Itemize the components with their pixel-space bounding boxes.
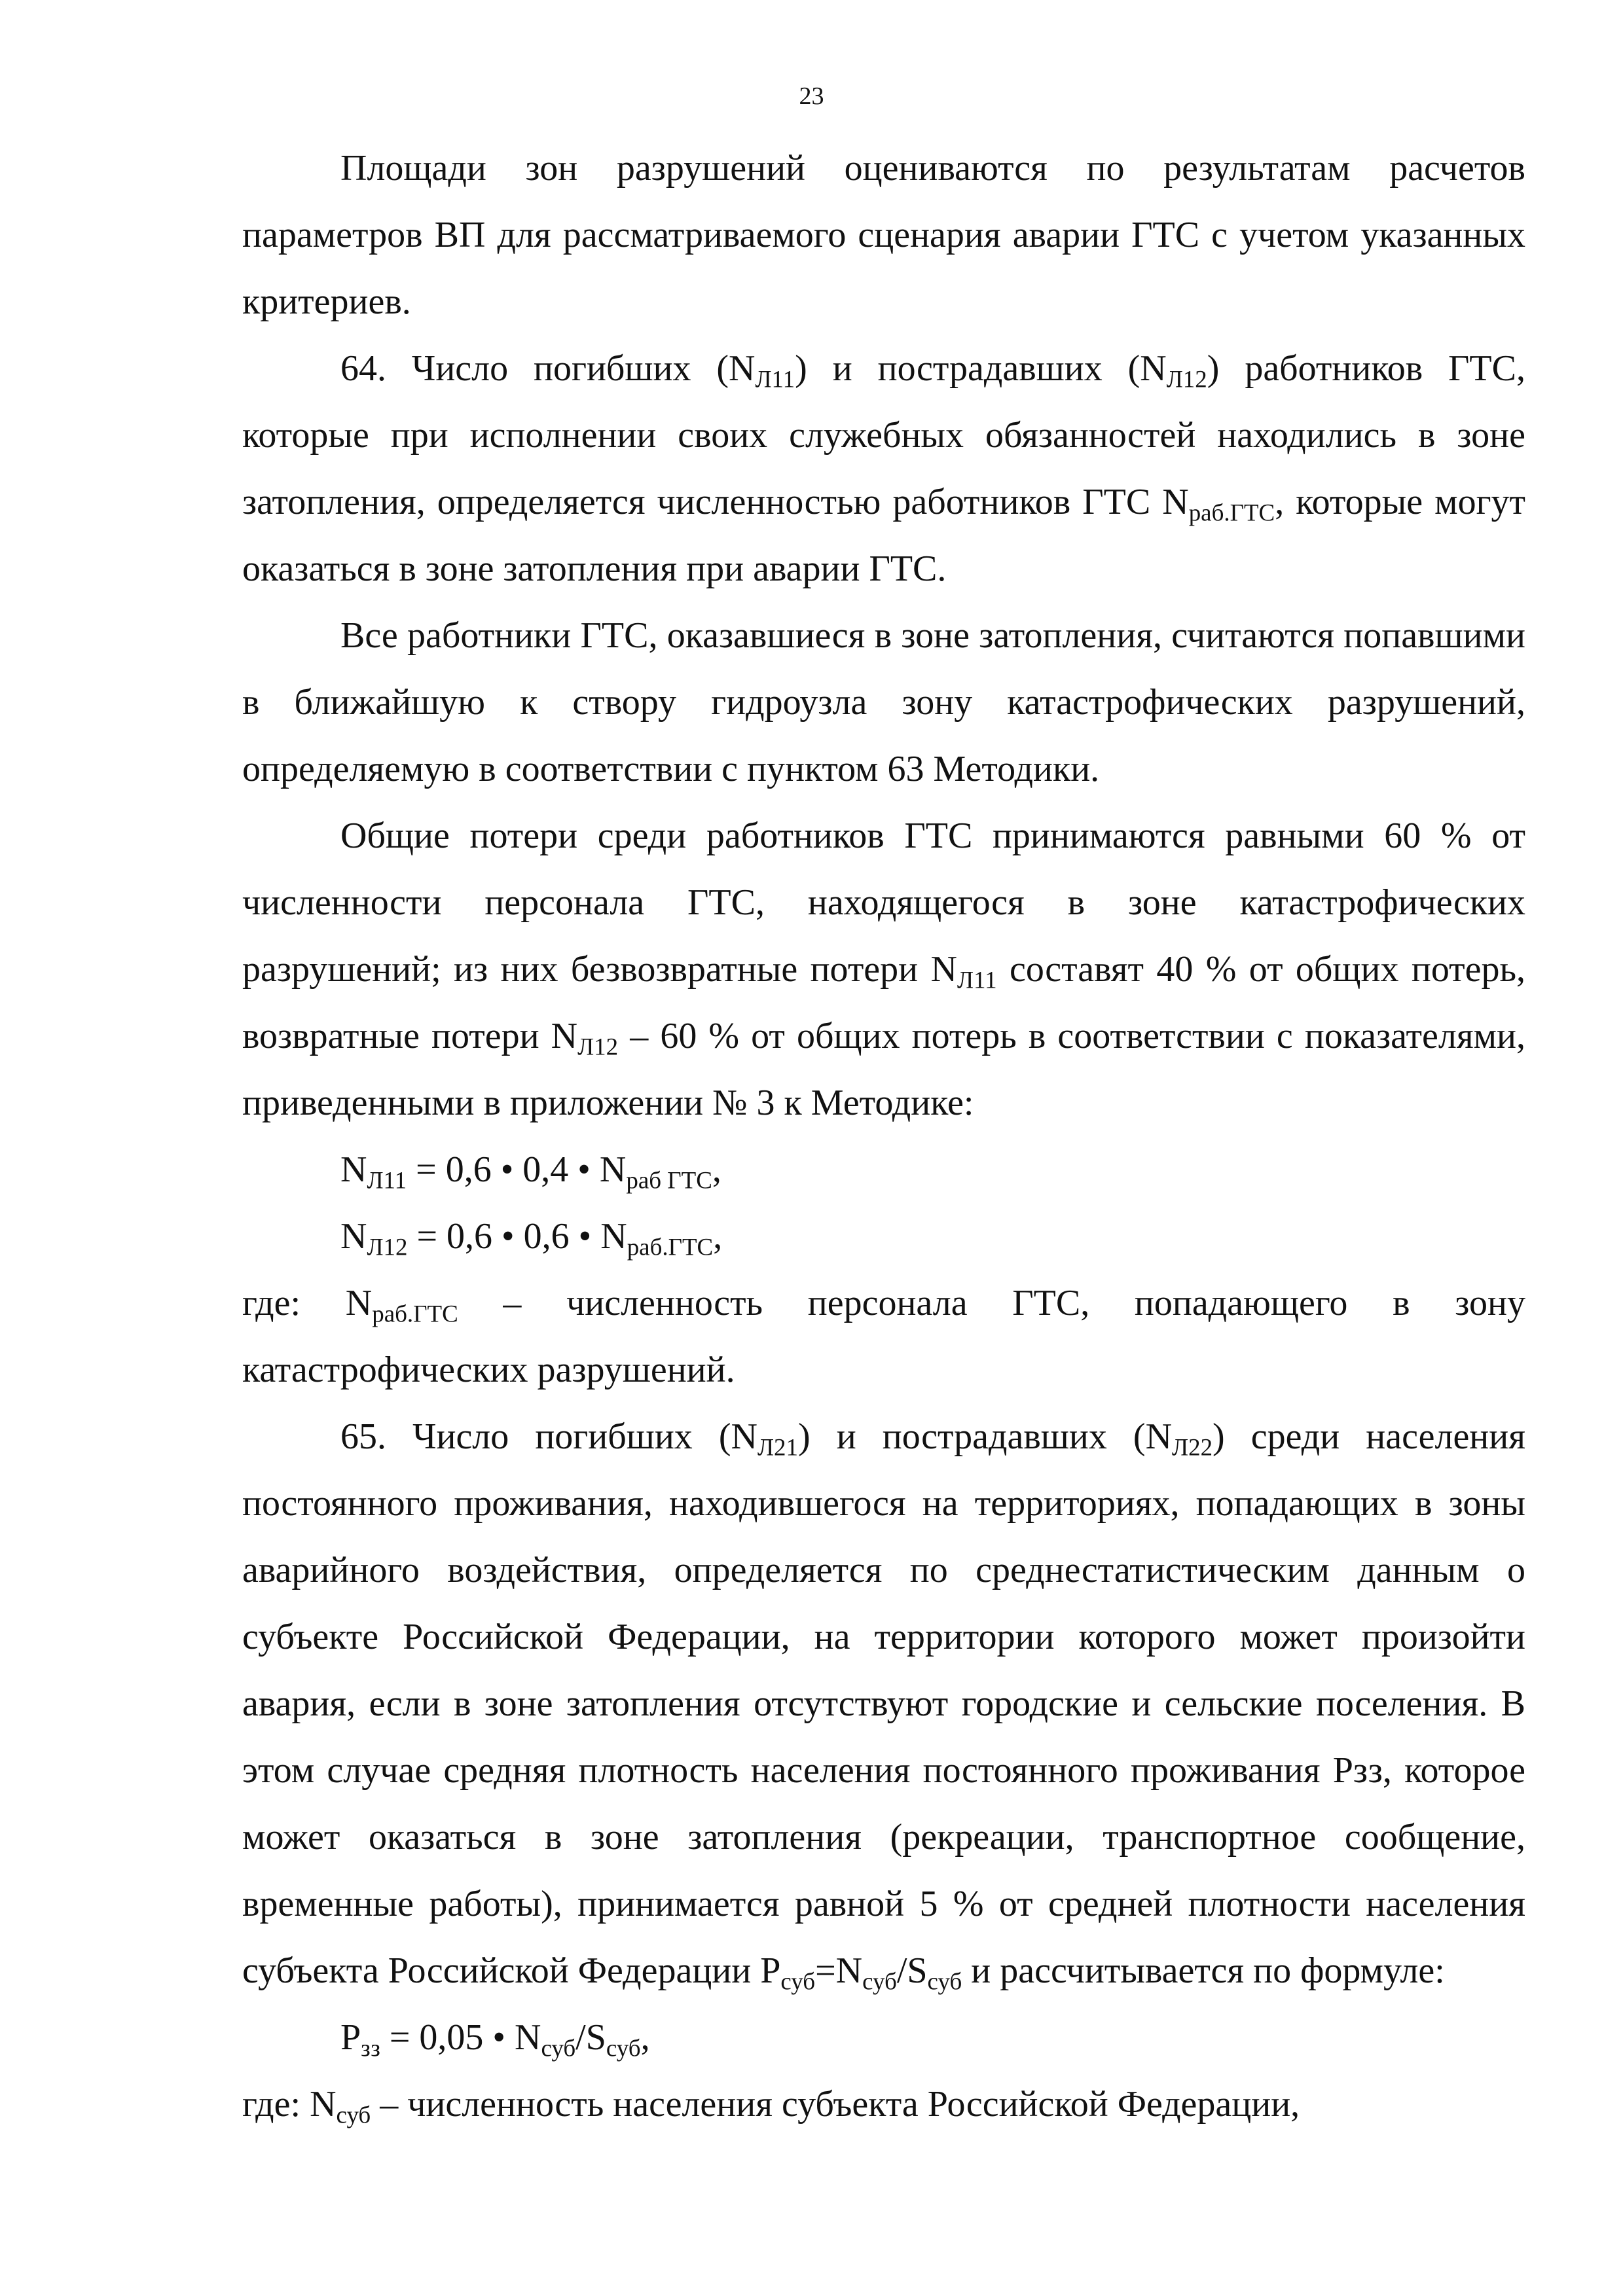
page-number: 23 xyxy=(799,82,824,110)
paragraph-64: 64. Число погибших $(N_{Л11})$ и пострадавших $(N_{Л12})$ работников ГТС, которые при исполнении своих служебных обязанностей находились в зоне затопления, определяется численностью работников ГТС $N_{раб.ГТС}$, которые могут оказаться в зоне затопления при аварии ГТС. xyxy=(242,348,1526,589)
formula-nl12: $N_{Л12} = 0,6$ • 0,6 • $N_{раб.ГТС}$, xyxy=(340,1216,723,1261)
paragraph-total-losses: Общие потери среди работников ГТС принимаются равными 60 % от численности персонала ГТС, находящегося в зоне катастрофических разрушений; из них безвозвратные потери $N_{Л11}$ составят 40 % от общих потерь, возвратные потери $N_{Л12} - 60$ % от общих потерь в соответствии с показателями, приведенными в приложении № 3 к Методике: xyxy=(242,816,1525,1123)
formula-nl11: $N_{Л11} = 0,6$ • 0,4 • $N_{раб ГТС}$, xyxy=(340,1149,721,1194)
document-body xyxy=(242,135,1525,2138)
paragraph-where-staff: где: $N_{раб.ГТС}$ – численность персонала ГТС, попадающего в зону катастрофических разрушений. xyxy=(242,1283,1525,1390)
paragraph-workers-in-zone: Все работники ГТС, оказавшиеся в зоне затопления, считаются попавшими в ближайшую к створу гидроузла зону катастрофических разрушений, определяемую в соответствии с пунктом 63 Методики. xyxy=(242,615,1525,789)
paragraph-destruction-zones: Площади зон разрушений оцениваются по результатам расчетов параметров ВП для рассматриваемого сценария аварии ГТС с учетом указанных критериев. xyxy=(242,148,1525,322)
paragraph-65: 65. Число погибших $(N_{Л21})$ и пострадавших $(N_{Л22})$ среди населения постоянного проживания, находившегося на территориях, попадающих в зоны аварийного воздействия, определяется по среднестатистическим данным о субъекте Российской Федерации, на территории которого может произойти авария, если в зоне затопления отсутствуют городские и сельские поселения. В этом случае средняя плотность населения постоянного проживания Рзз, которое может оказаться в зоне затопления (рекреации, транспортное сообщение, временные работы), принимается равной 5 % от средней плотности населения субъекта Российской Федерации $Р_{суб}=N_{суб}/S_{суб}$ и рассчитывается по формуле: xyxy=(242,1416,1525,1995)
paragraph-where-population: где: $N_{суб}$ – численность населения субъекта Российской Федерации, xyxy=(242,2084,1300,2128)
formula-pzz: $Р_{зз} = 0,05$ • $N_{суб}/S_{суб}$, xyxy=(340,2017,650,2062)
